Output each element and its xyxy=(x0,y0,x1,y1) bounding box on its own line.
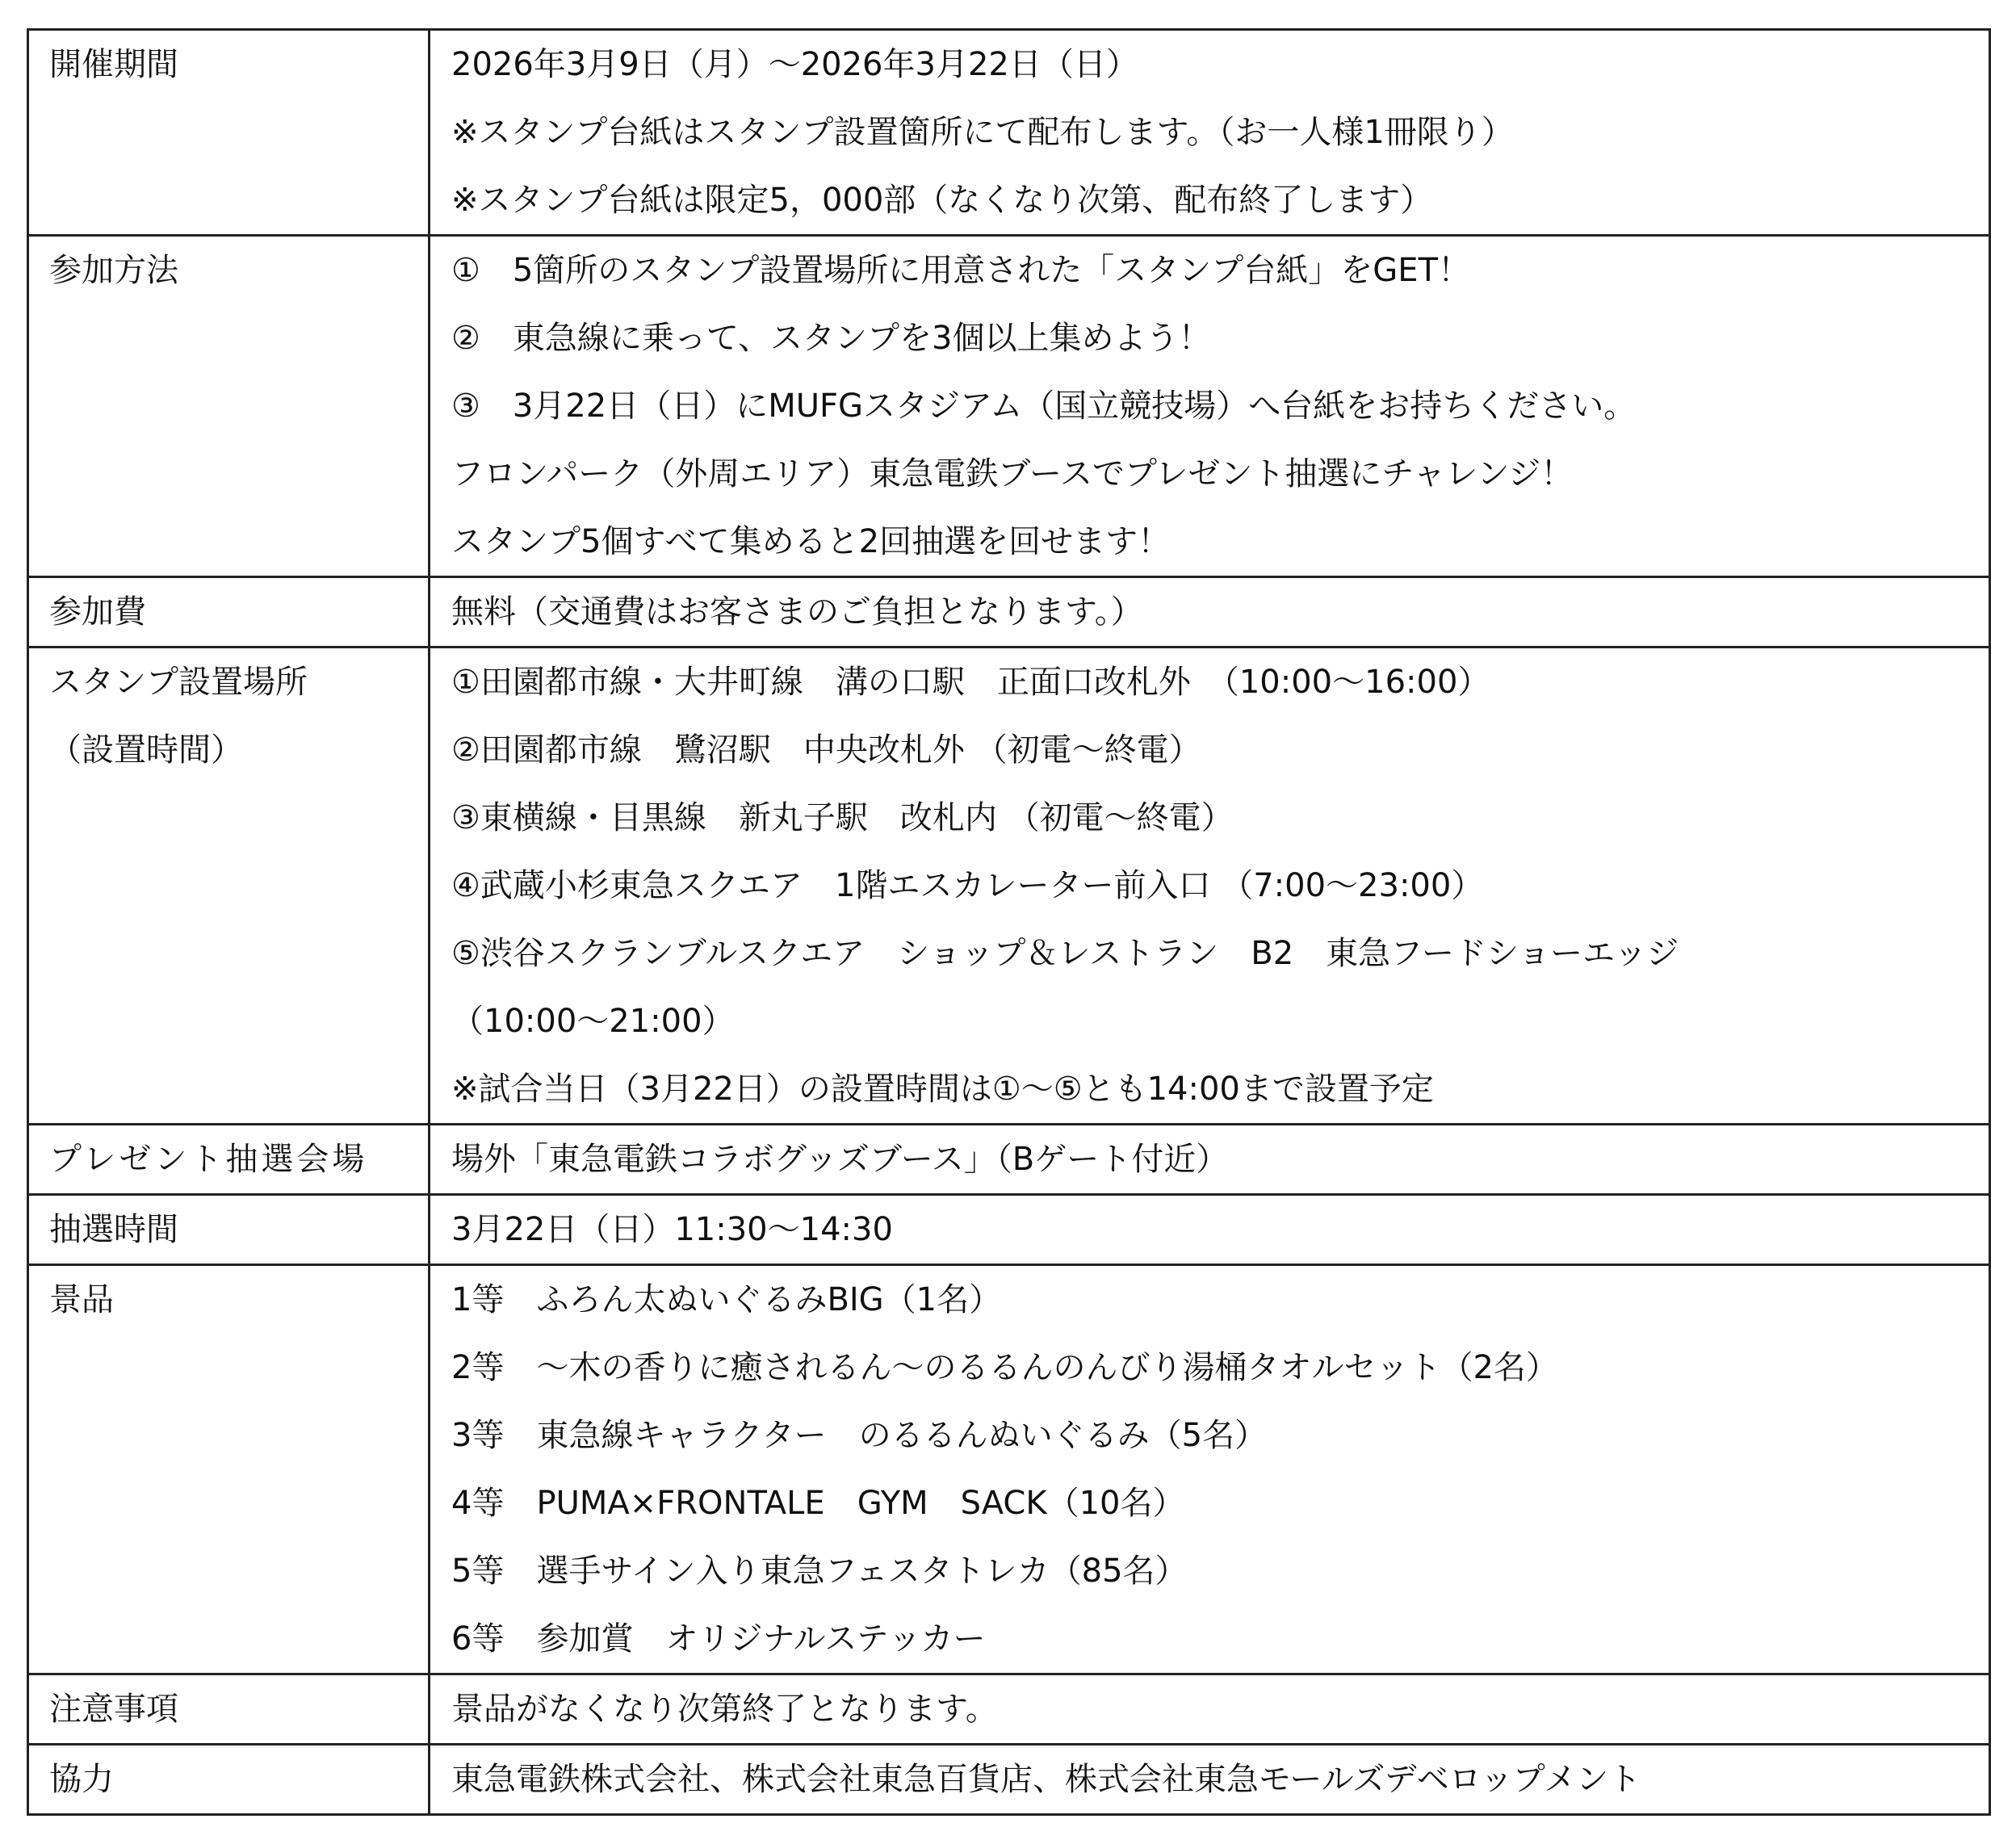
value-cell xyxy=(430,577,1990,647)
value-line: 場外「東急電鉄コラボグッズブース」（Bゲート付近） xyxy=(451,1141,1229,1178)
label-cell xyxy=(28,1745,430,1815)
value-line: 4等 PUMA×FRONTALE GYM SACK（10名） xyxy=(451,1485,1185,1522)
row-period xyxy=(28,30,1990,236)
value-line: ※試合当日（3月22日）の設置時間は①～⑤とも14:00まで設置予定 xyxy=(451,1071,1434,1108)
label-cell xyxy=(28,647,430,1125)
label-text: 注意事項 xyxy=(49,1691,178,1728)
label-text: プレゼント抽選会場 xyxy=(49,1141,368,1178)
value-cell xyxy=(430,1265,1990,1674)
value-line: 景品がなくなり次第終了となります。 xyxy=(451,1691,998,1728)
label-text: （設置時間） xyxy=(49,731,243,769)
value-line: 2026年3月9日（月）～2026年3月22日（日） xyxy=(451,46,1138,83)
label-text: スタンプ設置場所 xyxy=(49,664,308,701)
label-text: 開催期間 xyxy=(49,46,178,83)
value-line: 東急電鉄株式会社、株式会社東急百貨店、株式会社東急モールズデベロップメント xyxy=(451,1761,1641,1798)
value-line: ②田園都市線 鷺沼駅 中央改札外 （初電～終電） xyxy=(451,731,1201,769)
label-cell xyxy=(28,1674,430,1745)
value-cell xyxy=(430,647,1990,1125)
value-line: ④武蔵小杉東急スクエア 1階エスカレーター前入口 （7:00～23:00） xyxy=(451,867,1484,904)
value-cell xyxy=(430,30,1990,236)
value-line: 2等 ～木の香りに癒されるん～のるるんのんびり湯桶タオルセット（2名） xyxy=(451,1349,1558,1386)
row-cooperation xyxy=(28,1745,1990,1815)
value-line: ※スタンプ台紙はスタンプ設置箇所にて配布します。（お一人様1冊限り） xyxy=(451,114,1514,151)
value-line: ② 東急線に乗って、スタンプを3個以上集めよう！ xyxy=(451,320,1211,357)
value-cell xyxy=(430,1195,1990,1265)
row-notes xyxy=(28,1674,1990,1745)
value-line: スタンプ5個すべて集めると2回抽選を回せます！ xyxy=(451,523,1171,560)
value-cell xyxy=(430,236,1990,577)
value-line: 5等 選手サイン入り東急フェスタトレカ（85名） xyxy=(451,1553,1188,1590)
value-cell xyxy=(430,1745,1990,1815)
value-line: 6等 参加賞 オリジナルステッカー xyxy=(451,1620,986,1658)
value-line: フロンパーク（外周エリア）東急電鉄ブースでプレゼント抽選にチャレンジ！ xyxy=(451,455,1574,492)
label-text: 抽選時間 xyxy=(49,1211,178,1248)
value-line: （10:00～21:00） xyxy=(451,1003,735,1040)
row-how-to-join xyxy=(28,236,1990,577)
label-cell xyxy=(28,236,430,577)
value-line: ① 5箇所のスタンプ設置場所に用意された「スタンプ台紙」をGET！ xyxy=(451,252,1471,289)
label-text: 参加方法 xyxy=(49,252,178,289)
label-text: 景品 xyxy=(49,1281,114,1318)
label-cell xyxy=(28,1125,430,1195)
label-text: 協力 xyxy=(49,1761,114,1798)
value-line: ※スタンプ台紙は限定5，000部（なくなり次第、配布終了します） xyxy=(451,182,1433,219)
row-stamp-locations xyxy=(28,647,1990,1125)
event-info-table xyxy=(27,28,1991,1816)
label-cell xyxy=(28,1195,430,1265)
label-cell xyxy=(28,1265,430,1674)
value-cell xyxy=(430,1674,1990,1745)
row-prizes xyxy=(28,1265,1990,1674)
value-cell xyxy=(430,1125,1990,1195)
value-line: 1等 ふろん太ぬいぐるみBIG（1名） xyxy=(451,1281,1002,1318)
event-info-body xyxy=(28,30,1990,1815)
row-lottery-time xyxy=(28,1195,1990,1265)
value-line: 3等 東急線キャラクター のるるんぬいぐるみ（5名） xyxy=(451,1417,1268,1454)
row-fee xyxy=(28,577,1990,647)
value-line: ⑤渋谷スクランブルスクエア ショップ＆レストラン B2 東急フードショーエッジ xyxy=(451,935,1679,972)
value-line: ③東横線・目黒線 新丸子駅 改札内 （初電～終電） xyxy=(451,799,1234,836)
value-line: 3月22日（日）11:30～14:30 xyxy=(451,1211,893,1248)
label-cell xyxy=(28,577,430,647)
label-text: 参加費 xyxy=(49,593,146,631)
value-line: 無料（交通費はお客さまのご負担となります。） xyxy=(451,593,1143,631)
value-line: ③ 3月22日（日）にMUFGスタジアム（国立競技場）へ台紙をお持ちください。 xyxy=(451,388,1637,425)
row-lottery-venue xyxy=(28,1125,1990,1195)
label-cell xyxy=(28,30,430,236)
value-line: ①田園都市線・大井町線 溝の口駅 正面口改札外 （10:00～16:00） xyxy=(451,664,1490,701)
